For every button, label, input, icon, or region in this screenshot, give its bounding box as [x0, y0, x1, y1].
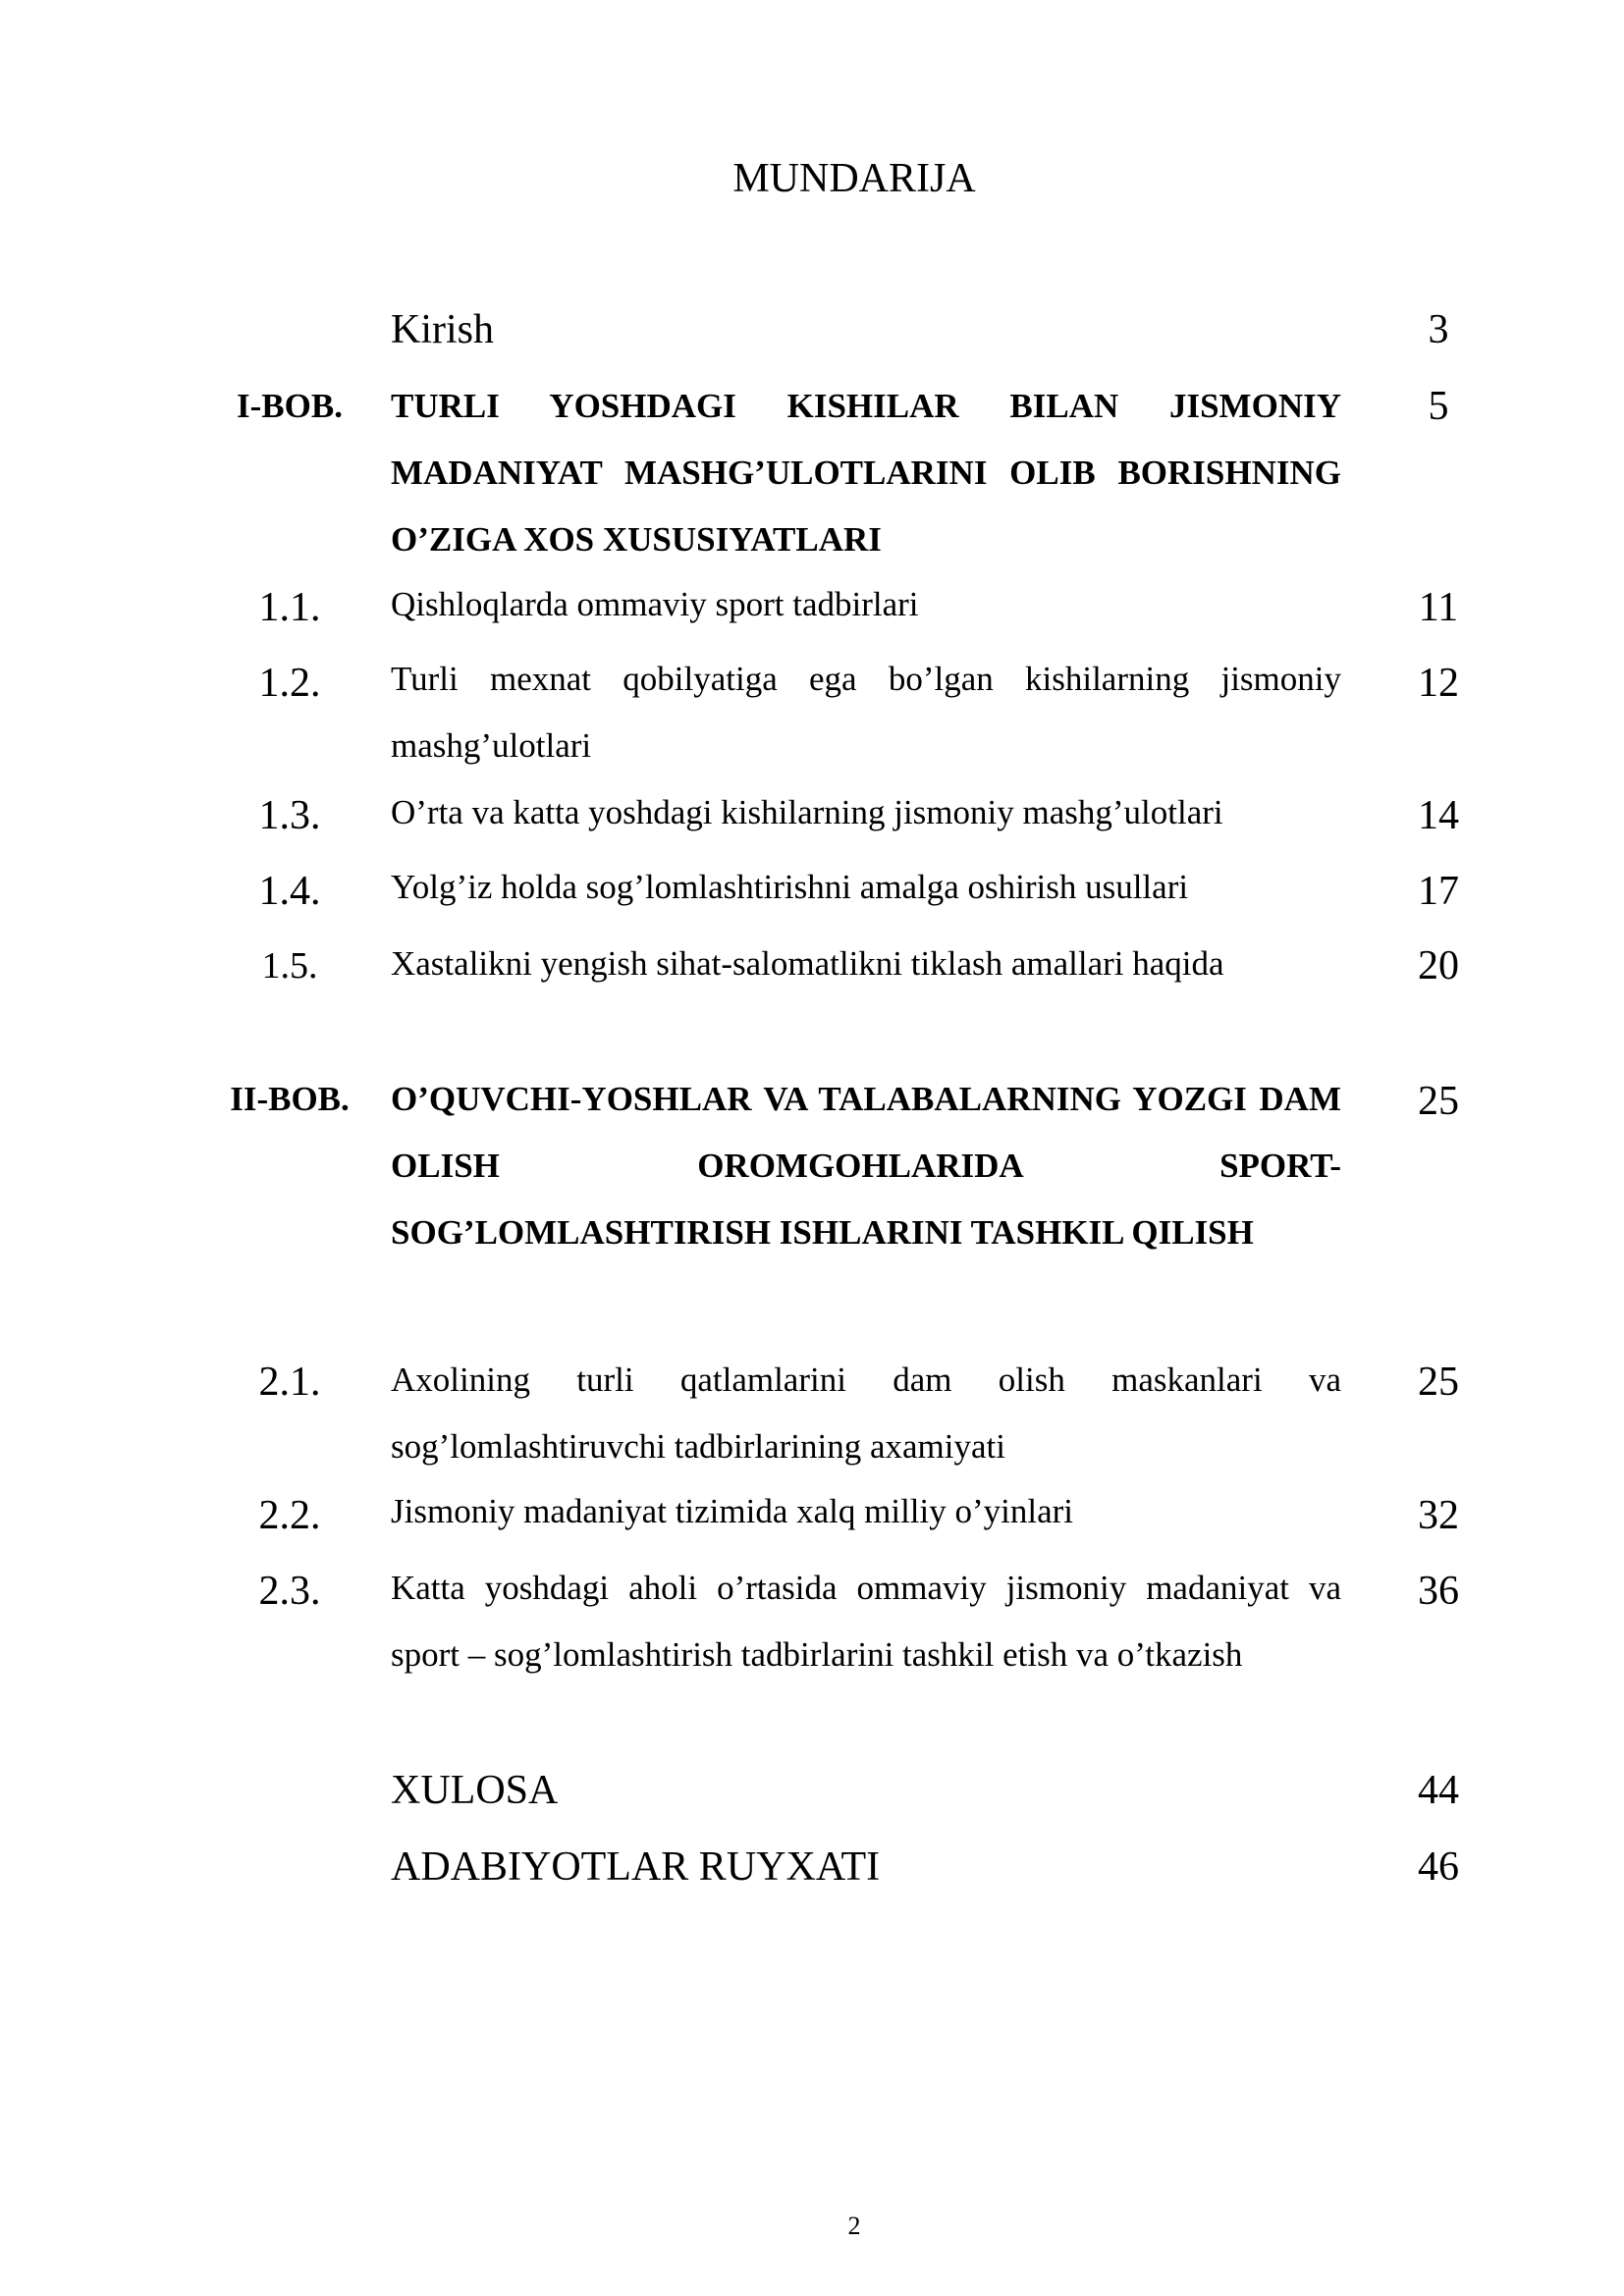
toc-section-1-3-title: O’rta va katta yoshdagi kishilarning jismoniy mashg’ulotlari	[391, 793, 1223, 831]
toc-section-2-1-number: 2.1.	[258, 1360, 321, 1405]
toc-section-1-5-title: Xastalikni yengish sihat-salomatlikni tiklash amallari haqida	[391, 944, 1224, 983]
toc-section-1-2-number: 1.2.	[258, 661, 321, 706]
toc-section-2-3-title: Katta yoshdagi aholi o’rtasida ommaviy jismoniy madaniyat va sport – sog’lomlashtirish tadbirlarini tashkil etish va o’tkazish	[391, 1569, 1341, 1674]
toc-section-2-2-title: Jismoniy madaniyat tizimida xalq milliy o’yinlari	[391, 1492, 1074, 1530]
toc-section-1-3-page: 14	[1418, 793, 1459, 838]
toc-section-1-1-page: 11	[1418, 585, 1459, 630]
toc-section-1-4-title: Yolg’iz holda sog’lomlashtirishni amalga oshirish usullari	[391, 868, 1189, 906]
toc-section-1-1-number: 1.1.	[258, 585, 321, 630]
toc-chapter-1-title: TURLI YOSHDAGI KISHILAR BILAN JISMONIY MADANIYAT MASHG’ULOTLARINI OLIB BORISHNING O’ZIGA XOS XUSUSIYATLARI	[391, 387, 1341, 559]
toc-entry-kirish-label: Kirish	[391, 307, 494, 352]
toc-entry-references-page: 46	[1418, 1844, 1459, 1890]
toc-chapter-1-page: 5	[1428, 384, 1449, 429]
toc-section-2-1-page: 25	[1418, 1360, 1459, 1405]
toc-section-1-4-page: 17	[1418, 869, 1459, 914]
document-title: MUNDARIJA	[732, 156, 976, 201]
toc-section-2-3-page: 36	[1418, 1569, 1459, 1614]
toc-section-1-5-number: 1.5.	[261, 945, 318, 987]
toc-section-1-2-page: 12	[1418, 661, 1459, 706]
toc-chapter-2-title: O’QUVCHI-YOSHLAR VA TALABALARNING YOZGI DAM OLISH OROMGOHLARIDA SPORT-SOG’LOMLASHTIRISH ISHLARINI TASHKIL QILISH	[391, 1080, 1341, 1252]
toc-section-1-2-title: Turli mexnat qobilyatiga ega bo’lgan kishilarning jismoniy mashg’ulotlari	[391, 660, 1341, 765]
toc-entry-xulosa-page: 44	[1418, 1768, 1459, 1813]
toc-entry-references-label: ADABIYOTLAR RUYXATI	[391, 1844, 881, 1890]
page-number: 2	[847, 2212, 861, 2240]
toc-chapter-1-number: I-BOB.	[237, 387, 343, 425]
toc-section-2-2-page: 32	[1418, 1493, 1459, 1538]
toc-chapter-2-page: 25	[1418, 1079, 1459, 1124]
toc-entry-xulosa-label: XULOSA	[391, 1768, 559, 1813]
toc-section-1-5-page: 20	[1418, 943, 1459, 988]
toc-section-1-4-number: 1.4.	[258, 869, 321, 914]
toc-section-2-2-number: 2.2.	[258, 1493, 321, 1538]
toc-entry-kirish-page: 3	[1428, 307, 1449, 352]
toc-section-1-3-number: 1.3.	[258, 793, 321, 838]
toc-section-1-1-title: Qishloqlarda ommaviy sport tadbirlari	[391, 585, 919, 623]
toc-section-2-3-number: 2.3.	[258, 1569, 321, 1614]
toc-chapter-2-number: II-BOB.	[230, 1080, 350, 1118]
toc-section-2-1-title: Axolining turli qatlamlarini dam olish maskanlari va sog’lomlashtiruvchi tadbirlarining axamiyati	[391, 1361, 1341, 1466]
